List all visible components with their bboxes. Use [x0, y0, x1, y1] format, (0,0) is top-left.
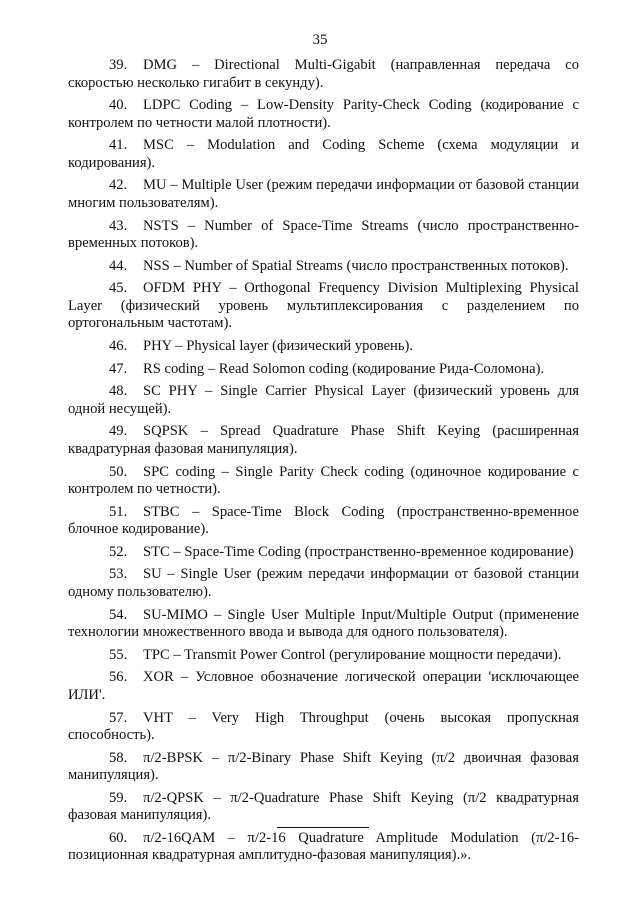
item-text: DMG – Directional Multi-Gigabit (направленная передача со скоростью несколько гигабит в секунду). [68, 57, 579, 91]
item-number: 52. [109, 543, 128, 560]
list-item [68, 669, 579, 704]
list-item [68, 790, 579, 825]
item-text: TPC – Transmit Power Control (регулирование мощности передачи). [143, 646, 562, 663]
item-number: 39. [109, 57, 128, 73]
item-number: 46. [109, 337, 128, 354]
list-item [68, 361, 579, 379]
list-item [68, 177, 579, 212]
item-number: 41. [109, 137, 128, 154]
item-text: STC – Space-Time Coding (пространственно-временное кодирование) [143, 543, 574, 560]
item-text: STBC – Space-Time Block Coding (пространственно-временное блочное кодирование). [68, 503, 579, 538]
abbreviation-list [68, 57, 579, 870]
item-text: LDPC Coding – Low-Density Parity-Check Coding (кодирование с контролем по четности малой плотности). [68, 97, 579, 131]
item-text: MU – Multiple User (режим передачи информации от базовой станции многим пользователям). [68, 177, 579, 211]
item-text: SU-MIMO – Single User Multiple Input/Multiple Output (применение технологии множественного ввода и вывода для одного пользователя). [68, 606, 579, 641]
item-text: π/2-BPSK – π/2-Binary Phase Shift Keying (π/2 двоичная фазовая манипуляция). [68, 749, 579, 784]
item-number: 48. [109, 383, 128, 400]
closing-divider [277, 827, 369, 828]
list-item [68, 57, 579, 92]
list-item [68, 97, 579, 132]
item-text: SQPSK – Spread Quadrature Phase Shift Keying (расширенная квадратурная фазовая манипуляция). [68, 423, 579, 457]
item-text: NSS – Number of Spatial Streams (число пространственных потоков). [143, 257, 569, 274]
list-item [68, 338, 579, 356]
item-number: 56. [109, 669, 128, 686]
list-item [68, 280, 579, 333]
list-item [68, 607, 579, 642]
item-number: 60. [109, 829, 128, 846]
item-text: VHT – Very High Throughput (очень высокая пропускная способность). [68, 709, 579, 744]
item-text: π/2-16QAM – π/2-16 Quadrature Amplitude Modulation (π/2-16-позиционная квадратурная амплитудно-фазовая манипуляция).». [68, 829, 579, 864]
item-number: 58. [109, 749, 128, 766]
item-text: SPC coding – Single Parity Check coding (одиночное кодирование с контролем по четности). [68, 463, 579, 498]
item-number: 40. [109, 97, 128, 114]
item-number: 53. [109, 566, 128, 583]
list-item [68, 137, 579, 172]
item-number: 43. [109, 217, 128, 234]
item-number: 57. [109, 709, 128, 726]
item-text: XOR – Условное обозначение логической операции 'исключающее ИЛИ'. [68, 669, 579, 703]
list-item [68, 750, 579, 785]
list-item [68, 504, 579, 539]
item-number: 51. [109, 503, 128, 520]
list-item [68, 566, 579, 601]
item-text: OFDM PHY – Orthogonal Frequency Division Multiplexing Physical Layer (физический уровень мультиплексирования с разделением по ортогональным частотам). [68, 280, 579, 332]
list-item [68, 710, 579, 745]
item-text: SC PHY – Single Carrier Physical Layer (физический уровень для одной несущей). [68, 383, 579, 417]
item-number: 49. [109, 423, 128, 440]
item-number: 59. [109, 789, 128, 806]
list-item [68, 383, 579, 418]
item-number: 45. [109, 280, 128, 297]
list-item [68, 218, 579, 253]
item-text: SU – Single User (режим передачи информации от базовой станции одному пользователю). [68, 566, 579, 600]
list-item [68, 423, 579, 458]
item-text: PHY – Physical layer (физический уровень). [143, 337, 414, 354]
list-item [68, 647, 579, 665]
item-number: 42. [109, 177, 128, 194]
page-number: 35 [312, 32, 328, 48]
item-number: 44. [109, 257, 128, 274]
list-item [68, 544, 579, 562]
item-text: NSTS – Number of Space-Time Streams (число пространственно-временных потоков). [68, 217, 579, 252]
list-item [68, 464, 579, 499]
item-text: RS coding – Read Solomon coding (кодирование Рида-Соломона). [143, 360, 545, 377]
list-item [68, 258, 579, 276]
item-text: MSC – Modulation and Coding Scheme (схема модуляции и кодирования). [68, 137, 579, 171]
item-number: 54. [109, 606, 128, 623]
item-number: 47. [109, 360, 128, 377]
item-number: 55. [109, 646, 128, 663]
list-item [68, 830, 579, 865]
item-number: 50. [109, 463, 128, 480]
item-text: π/2-QPSK – π/2-Quadrature Phase Shift Keying (π/2 квадратурная фазовая манипуляция). [68, 789, 579, 824]
